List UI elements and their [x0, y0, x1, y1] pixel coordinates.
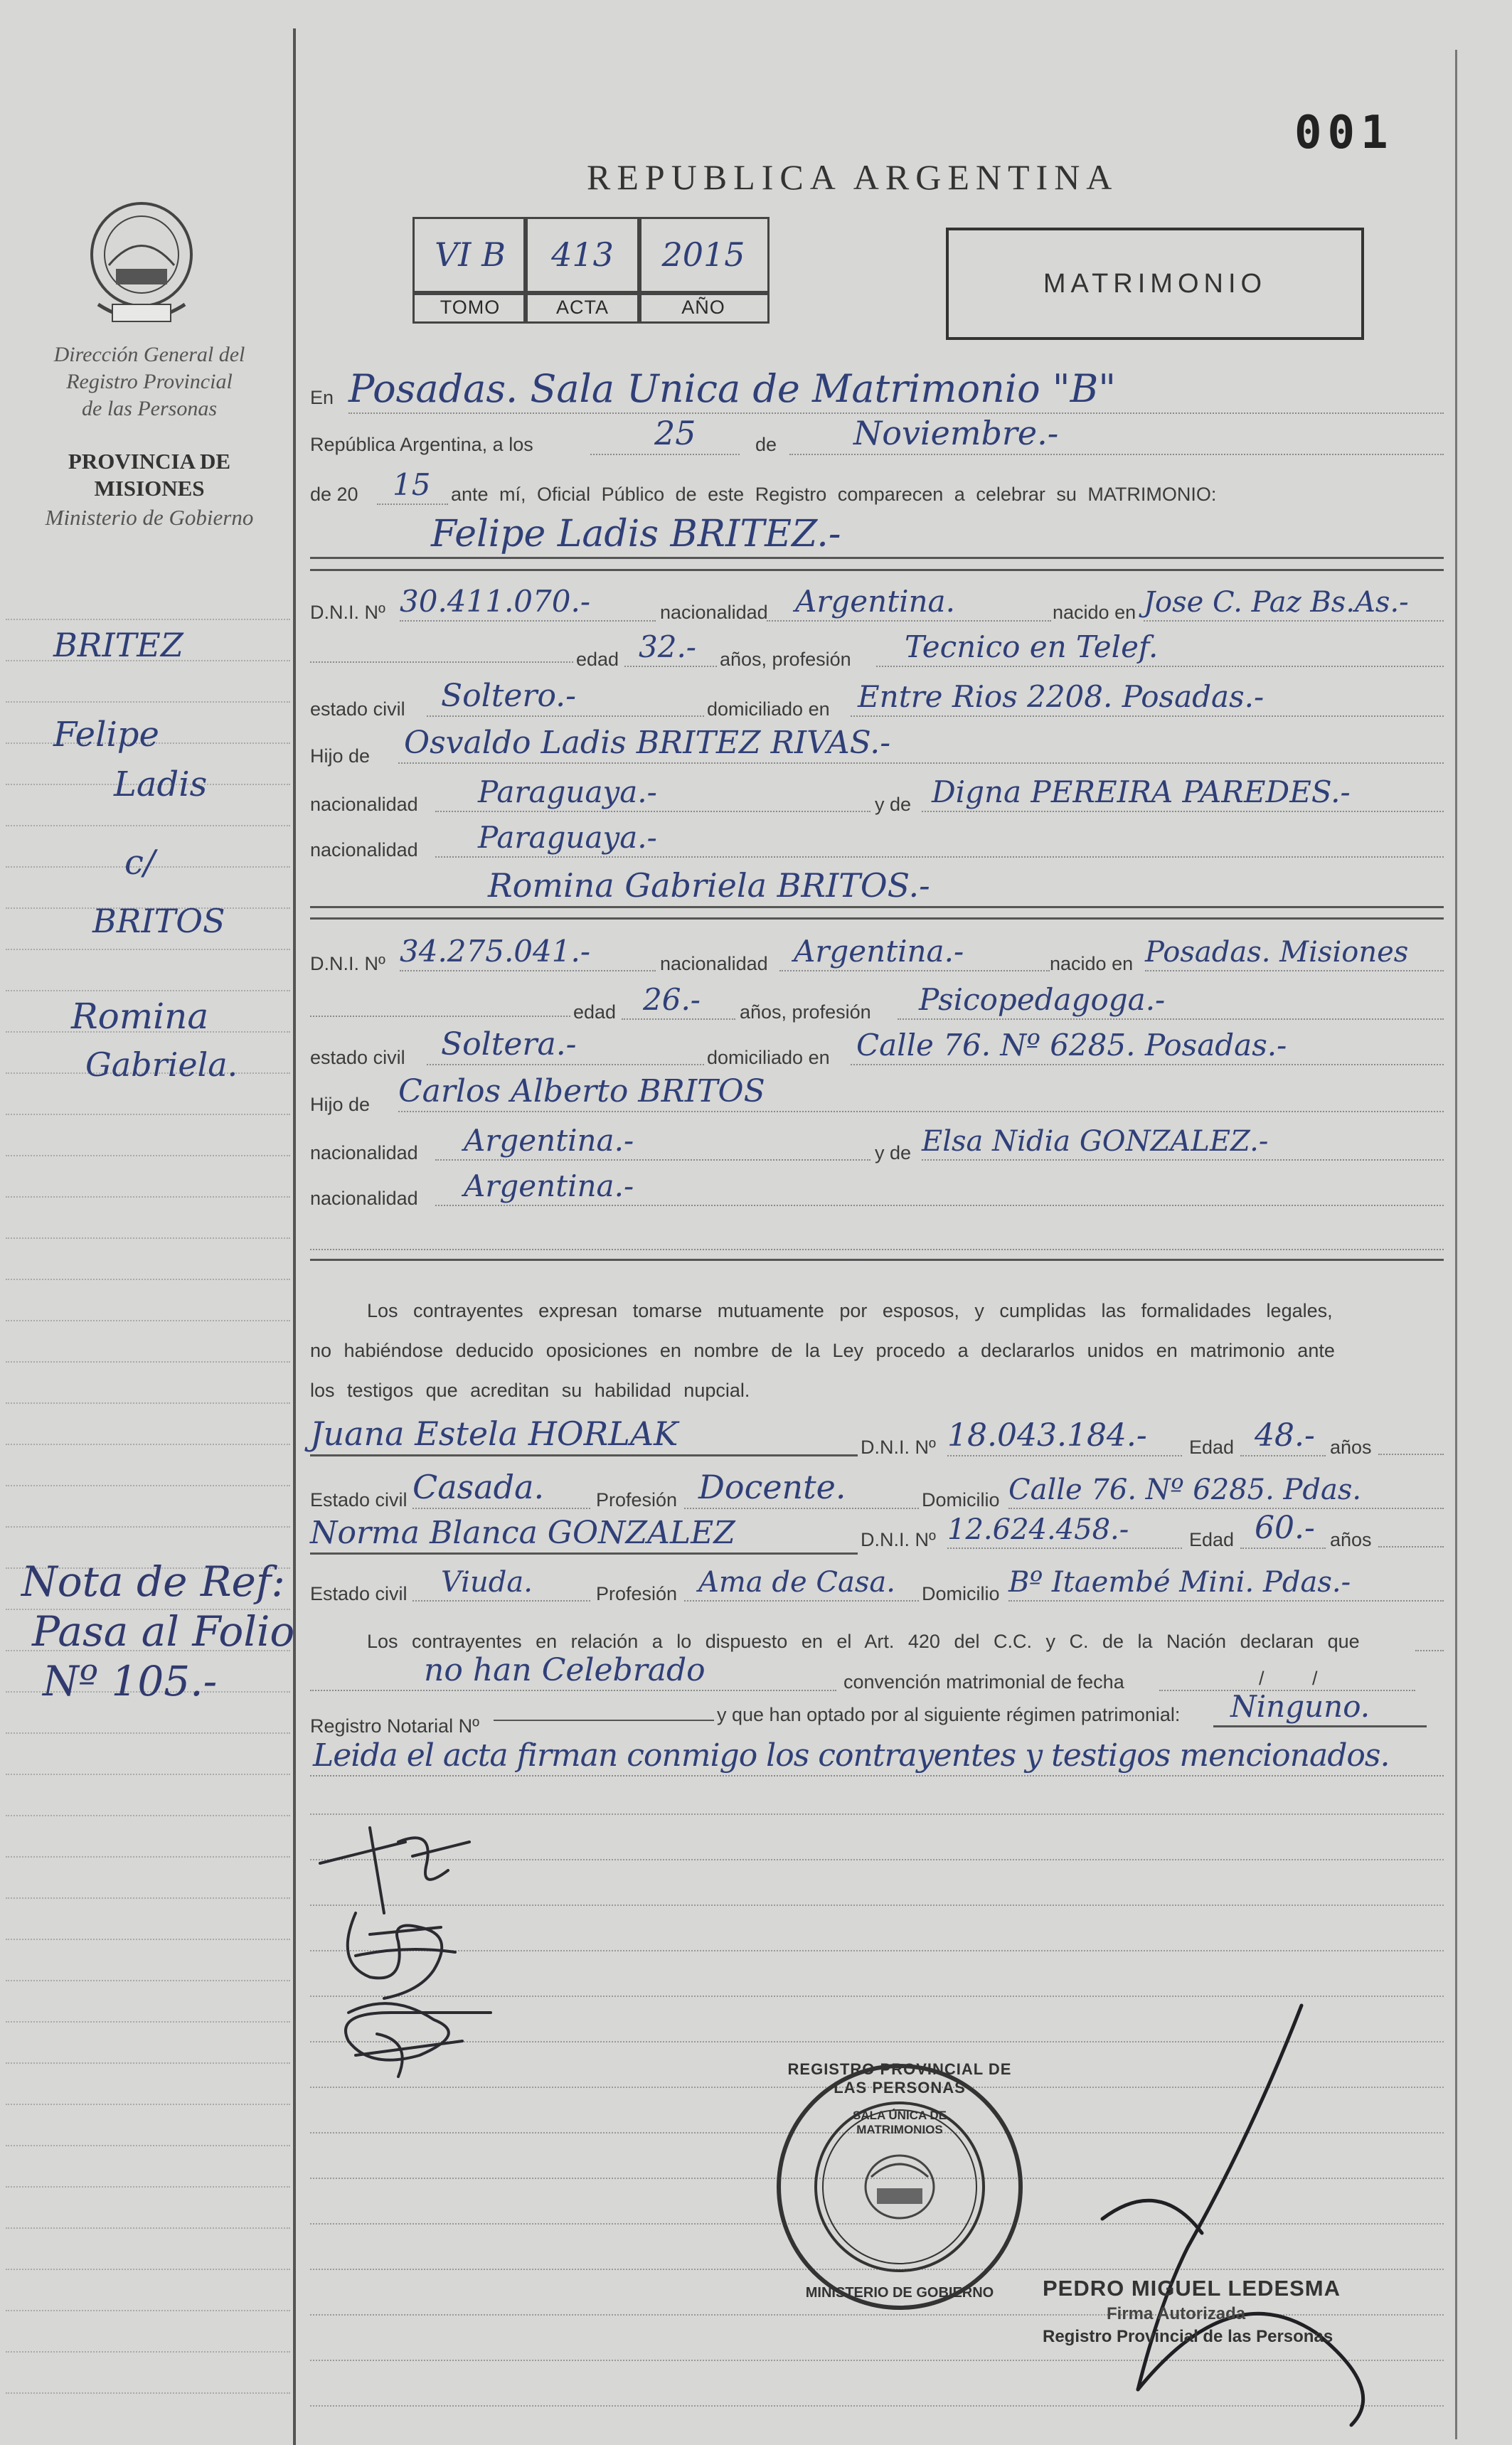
bride-nacionalidad: Argentina.- [794, 934, 964, 969]
convention-date-sep: / / [1259, 1668, 1318, 1689]
margin-firstname-bride: Romina [71, 996, 209, 1037]
witness1-civil-label: Estado civil [310, 1489, 408, 1511]
doc-type-box [946, 228, 1364, 340]
groom-civil-field [427, 680, 704, 717]
declaration-line2: no habiéndose deducido oposiciones en nombre de la Ley procedo a declararlos unidos en matrimonio ante [310, 1340, 1335, 1361]
groom-dom-label: domiciliado en [707, 698, 830, 720]
groom-nac-padre: Paraguaya.- [478, 774, 657, 809]
official-block [1043, 2276, 1356, 2347]
witness2-dom-field [1008, 1557, 1444, 1602]
place-field [348, 366, 1444, 414]
witness1-anos-label: años [1330, 1437, 1372, 1458]
official-agency: Registro Provincial de las Personas [1043, 2327, 1333, 2346]
groom-edad-field [624, 629, 717, 667]
province-line2: MISIONES [94, 476, 205, 501]
witness2-edad-label: Edad [1189, 1529, 1235, 1550]
agency-line2: Registro Provincial [66, 370, 233, 393]
stamp-bottom-text: MINISTERIO DE GOBIERNO [805, 2285, 994, 2301]
groom-madre-field [922, 772, 1444, 812]
month-value: Noviembre.- [853, 414, 1059, 452]
bride-nac1-label: nacionalidad [310, 1142, 418, 1163]
bride-dni-label: D.N.I. Nº [310, 953, 385, 974]
declaration-text [310, 1291, 1444, 1410]
margin-firstname-groom: Felipe [53, 715, 159, 755]
bride-nacpadre-field [435, 1124, 871, 1161]
witness1-profesion: Docente. [698, 1468, 846, 1506]
groom-domicilio: Entre Rios 2208. Posadas.- [858, 679, 1265, 714]
convention-line1-tail [1415, 1650, 1444, 1651]
groom-nac-field [767, 584, 1051, 622]
anio-value-cell [637, 217, 770, 295]
groom-padre: Osvaldo Ladis BRITEZ RIVAS.- [404, 725, 891, 761]
witness2-civil-label: Estado civil [310, 1583, 408, 1604]
en-label: En [310, 387, 334, 408]
month-field [789, 414, 1444, 455]
bride-dom-label: domiciliado en [707, 1047, 830, 1068]
bride-nacido-label: nacido en [1050, 953, 1134, 974]
bride-nacido: Posadas. Misiones [1145, 936, 1409, 969]
witness1-anos-line [1378, 1454, 1444, 1455]
signature-scribbles [306, 1799, 590, 2098]
declaration-line3: los testigos que acreditan su habilidad nupcial. [310, 1380, 750, 1401]
witness1-edad: 48.- [1255, 1417, 1315, 1454]
document-number: 001 [1294, 107, 1394, 159]
bride-nac-label: nacionalidad [660, 953, 768, 974]
groom-nac1-label: nacionalidad [310, 794, 418, 815]
margin-conjunction: c/ [124, 843, 156, 883]
witness2-prof-label: Profesión [596, 1583, 678, 1604]
bride-nacido-field [1145, 929, 1444, 971]
bride-civil-label: estado civil [310, 1047, 405, 1068]
margin-note-line3: Nº 105.- [43, 1657, 218, 1705]
witness1-prof-field [684, 1466, 919, 1509]
convention-line1: Los contrayentes en relación a lo dispuesto en el Art. 420 del C.C. y C. de la Nación declaran que [367, 1631, 1360, 1652]
place-value: Posadas. Sala Unica de Matrimonio "B" [348, 366, 1117, 411]
witness1-prof-label: Profesión [596, 1489, 678, 1511]
witness2-edad: 60.- [1255, 1510, 1315, 1546]
agency-line1: Dirección General del [53, 343, 245, 366]
groom-prof-label: años, profesión [720, 649, 851, 670]
groom-nac-madre: Paraguaya.- [478, 820, 657, 855]
regimen-label: y que han optado por al siguiente régimen patrimonial: [717, 1704, 1181, 1725]
groom-name-field [310, 513, 1444, 559]
groom-nacionalidad: Argentina. [795, 584, 955, 619]
groom-edad-label: edad [576, 649, 619, 670]
tomo-value-cell [412, 217, 528, 295]
closing-field [310, 1734, 1444, 1777]
margin-note-line1: Nota de Ref: [21, 1557, 285, 1606]
groom-hijo-label: Hijo de [310, 745, 371, 767]
acta-value-cell [523, 217, 641, 295]
groom-nacpadre-field [435, 774, 871, 812]
groom-nacido-field [1144, 583, 1444, 622]
groom-edad-leader [310, 661, 573, 663]
bride-padre: Carlos Alberto BRITOS [398, 1073, 765, 1109]
closing-text: Leida el acta firman conmigo los contrayentes y testigos mencionados. [313, 1737, 1390, 1774]
groom-dom-field [851, 680, 1444, 717]
bride-edad-field [622, 984, 735, 1020]
bride-prof-label: años, profesión [740, 1001, 871, 1023]
doc-type-label: MATRIMONIO [1043, 269, 1267, 299]
witness2-name-field [310, 1511, 858, 1555]
bride-civil: Soltera.- [441, 1026, 577, 1062]
witness2-domicilio: Bº Itaembé Mini. Pdas.- [1008, 1566, 1351, 1599]
groom-nacmadre-field [435, 822, 1444, 858]
convention-label2: convención matrimonial de fecha [843, 1671, 1124, 1693]
regimen-field [1213, 1690, 1427, 1727]
province-line1: PROVINCIA DE [68, 449, 231, 474]
groom-civil: Soltero.- [441, 678, 577, 714]
margin-divider [293, 28, 296, 2445]
bride-edad-leader [310, 1016, 570, 1017]
bride-yde-label: y de [875, 1142, 912, 1163]
bride-dni-field [400, 934, 656, 971]
convention-value: no han Celebrado [424, 1652, 706, 1688]
official-role: Firma Autorizada [1107, 2304, 1246, 2323]
witness1-civil: Casada. [412, 1468, 545, 1506]
witness2-profesion: Ama de Casa. [698, 1566, 895, 1599]
ministry-label: Ministerio de Gobierno [45, 505, 254, 530]
witness1-name: Juana Estela HORLAK [310, 1415, 678, 1453]
groom-profesion: Tecnico en Telef. [905, 629, 1159, 664]
witness2-anos-line [1378, 1546, 1444, 1548]
bride-profesion: Psicopedagoga.- [919, 982, 1166, 1017]
agency-block [14, 341, 284, 422]
margin-surname-groom: BRITEZ [53, 626, 183, 664]
bride-nac-padre: Argentina.- [464, 1123, 634, 1158]
country-title: REPUBLICA ARGENTINA [587, 157, 1119, 197]
bride-padre-field [398, 1072, 1444, 1112]
witness2-prof-field [684, 1559, 919, 1602]
groom-prof-field [876, 630, 1444, 667]
groom-yde-label: y de [875, 794, 912, 815]
witness1-dom-label: Domicilio [922, 1489, 1000, 1511]
province-seal [84, 198, 199, 333]
declaration-line1: Los contrayentes expresan tomarse mutuamente por esposos, y cumplidas las formalidades legales, [367, 1300, 1333, 1321]
witness2-civil: Viuda. [441, 1566, 533, 1599]
province-block [14, 448, 284, 502]
witness1-dom-field [1008, 1464, 1444, 1509]
margin-middlename-bride: Gabriela. [85, 1045, 238, 1084]
groom-edad: 32.- [639, 629, 696, 664]
registro-line [494, 1720, 714, 1721]
groom-dni-field [400, 584, 656, 622]
bride-name-field [310, 865, 1444, 908]
right-border [1455, 50, 1457, 2439]
bride-nac-field [779, 934, 1050, 971]
witness1-edad-label: Edad [1189, 1437, 1235, 1458]
official-name: PEDRO MIGUEL LEDESMA [1043, 2276, 1341, 2301]
groom-madre: Digna PEREIRA PAREDES.- [932, 774, 1351, 809]
groom-dni-label: D.N.I. Nº [310, 602, 385, 623]
bride-civil-field [427, 1027, 704, 1065]
republica-label: República Argentina, a los [310, 434, 533, 455]
tomo-label: TOMO [412, 291, 528, 324]
stamp-inner-text: SALA ÚNICA DE MATRIMONIOS [853, 2109, 947, 2136]
witness2-dom-label: Domicilio [922, 1583, 1000, 1604]
groom-nac-label: nacionalidad [660, 602, 768, 623]
bride-dni: 34.275.041.- [400, 934, 591, 969]
acta-label: ACTA [523, 291, 641, 324]
year-label: de 20 [310, 484, 358, 505]
anio-label: AÑO [637, 291, 770, 324]
witness2-name: Norma Blanca GONZALEZ [310, 1515, 735, 1551]
groom-divider [310, 569, 1444, 571]
bride-nac2-label: nacionalidad [310, 1188, 418, 1209]
margin-surname-bride: BRITOS [92, 902, 225, 940]
witness1-dni: 18.043.184.- [947, 1417, 1147, 1454]
bride-domicilio: Calle 76. Nº 6285. Posadas.- [856, 1028, 1287, 1062]
year-value: 15 [393, 467, 431, 502]
bride-nac-madre: Argentina.- [464, 1168, 634, 1203]
day-value: 25 [654, 414, 696, 452]
witness1-dni-label: D.N.I. Nº [861, 1437, 936, 1458]
bride-edad: 26.- [643, 982, 701, 1017]
bride-edad-label: edad [573, 1001, 617, 1023]
ante-label: ante mí, Oficial Público de este Registro comparecen a celebrar su MATRIMONIO: [451, 484, 1217, 505]
official-signature [1017, 1991, 1444, 2432]
witness1-civil-field [412, 1466, 590, 1509]
bride-name: Romina Gabriela BRITOS.- [488, 866, 930, 905]
groom-nacido-label: nacido en [1053, 602, 1136, 623]
bride-nacmadre-field [435, 1169, 1444, 1206]
official-stamp [772, 2059, 1028, 2315]
margin-note-line2: Pasa al Folio [32, 1607, 295, 1656]
stamp-outer-text: REGISTRO PROVINCIAL DE LAS PERSONAS [787, 2060, 1012, 2097]
blank-line [310, 1249, 1444, 1250]
bride-dom-field [851, 1024, 1444, 1065]
witness1-name-field [310, 1412, 858, 1456]
groom-name: Felipe Ladis BRITEZ.- [431, 513, 841, 555]
registro-label: Registro Notarial Nº [310, 1715, 479, 1737]
witness2-dni-label: D.N.I. Nº [861, 1529, 936, 1550]
witness2-dni-field [947, 1511, 1182, 1549]
acta-value: 413 [551, 235, 614, 274]
margin-middlename-groom: Ladis [114, 765, 208, 804]
regimen-value: Ninguno. [1230, 1689, 1370, 1724]
witness2-edad-field [1240, 1509, 1326, 1549]
anio-value: 2015 [661, 235, 745, 274]
convention-date-field [1159, 1668, 1415, 1691]
bride-madre-field [922, 1119, 1444, 1161]
tomo-value: VI B [435, 235, 506, 274]
groom-padre-field [398, 725, 1444, 764]
day-field [590, 414, 740, 455]
witness2-civil-field [412, 1562, 590, 1602]
year-field [377, 467, 448, 505]
agency-line3: de las Personas [82, 397, 217, 420]
groom-nac2-label: nacionalidad [310, 839, 418, 861]
witness2-dni: 12.624.458.- [947, 1513, 1129, 1546]
bride-prof-field [898, 981, 1444, 1020]
de-label: de [755, 434, 777, 455]
witness1-domicilio: Calle 76. Nº 6285. Pdas. [1008, 1474, 1362, 1506]
witness2-anos-label: años [1330, 1529, 1372, 1550]
section-divider [310, 1259, 1444, 1261]
bride-divider [310, 917, 1444, 920]
witness1-edad-field [1240, 1415, 1326, 1456]
witness1-dni-field [947, 1415, 1182, 1456]
convention-value-field [310, 1654, 836, 1691]
bride-hijo-label: Hijo de [310, 1094, 371, 1115]
groom-nacido: Jose C. Paz Bs.As.- [1144, 586, 1409, 619]
bride-madre: Elsa Nidia GONZALEZ.- [922, 1125, 1269, 1158]
groom-dni: 30.411.070.- [400, 584, 591, 619]
groom-civil-label: estado civil [310, 698, 405, 720]
